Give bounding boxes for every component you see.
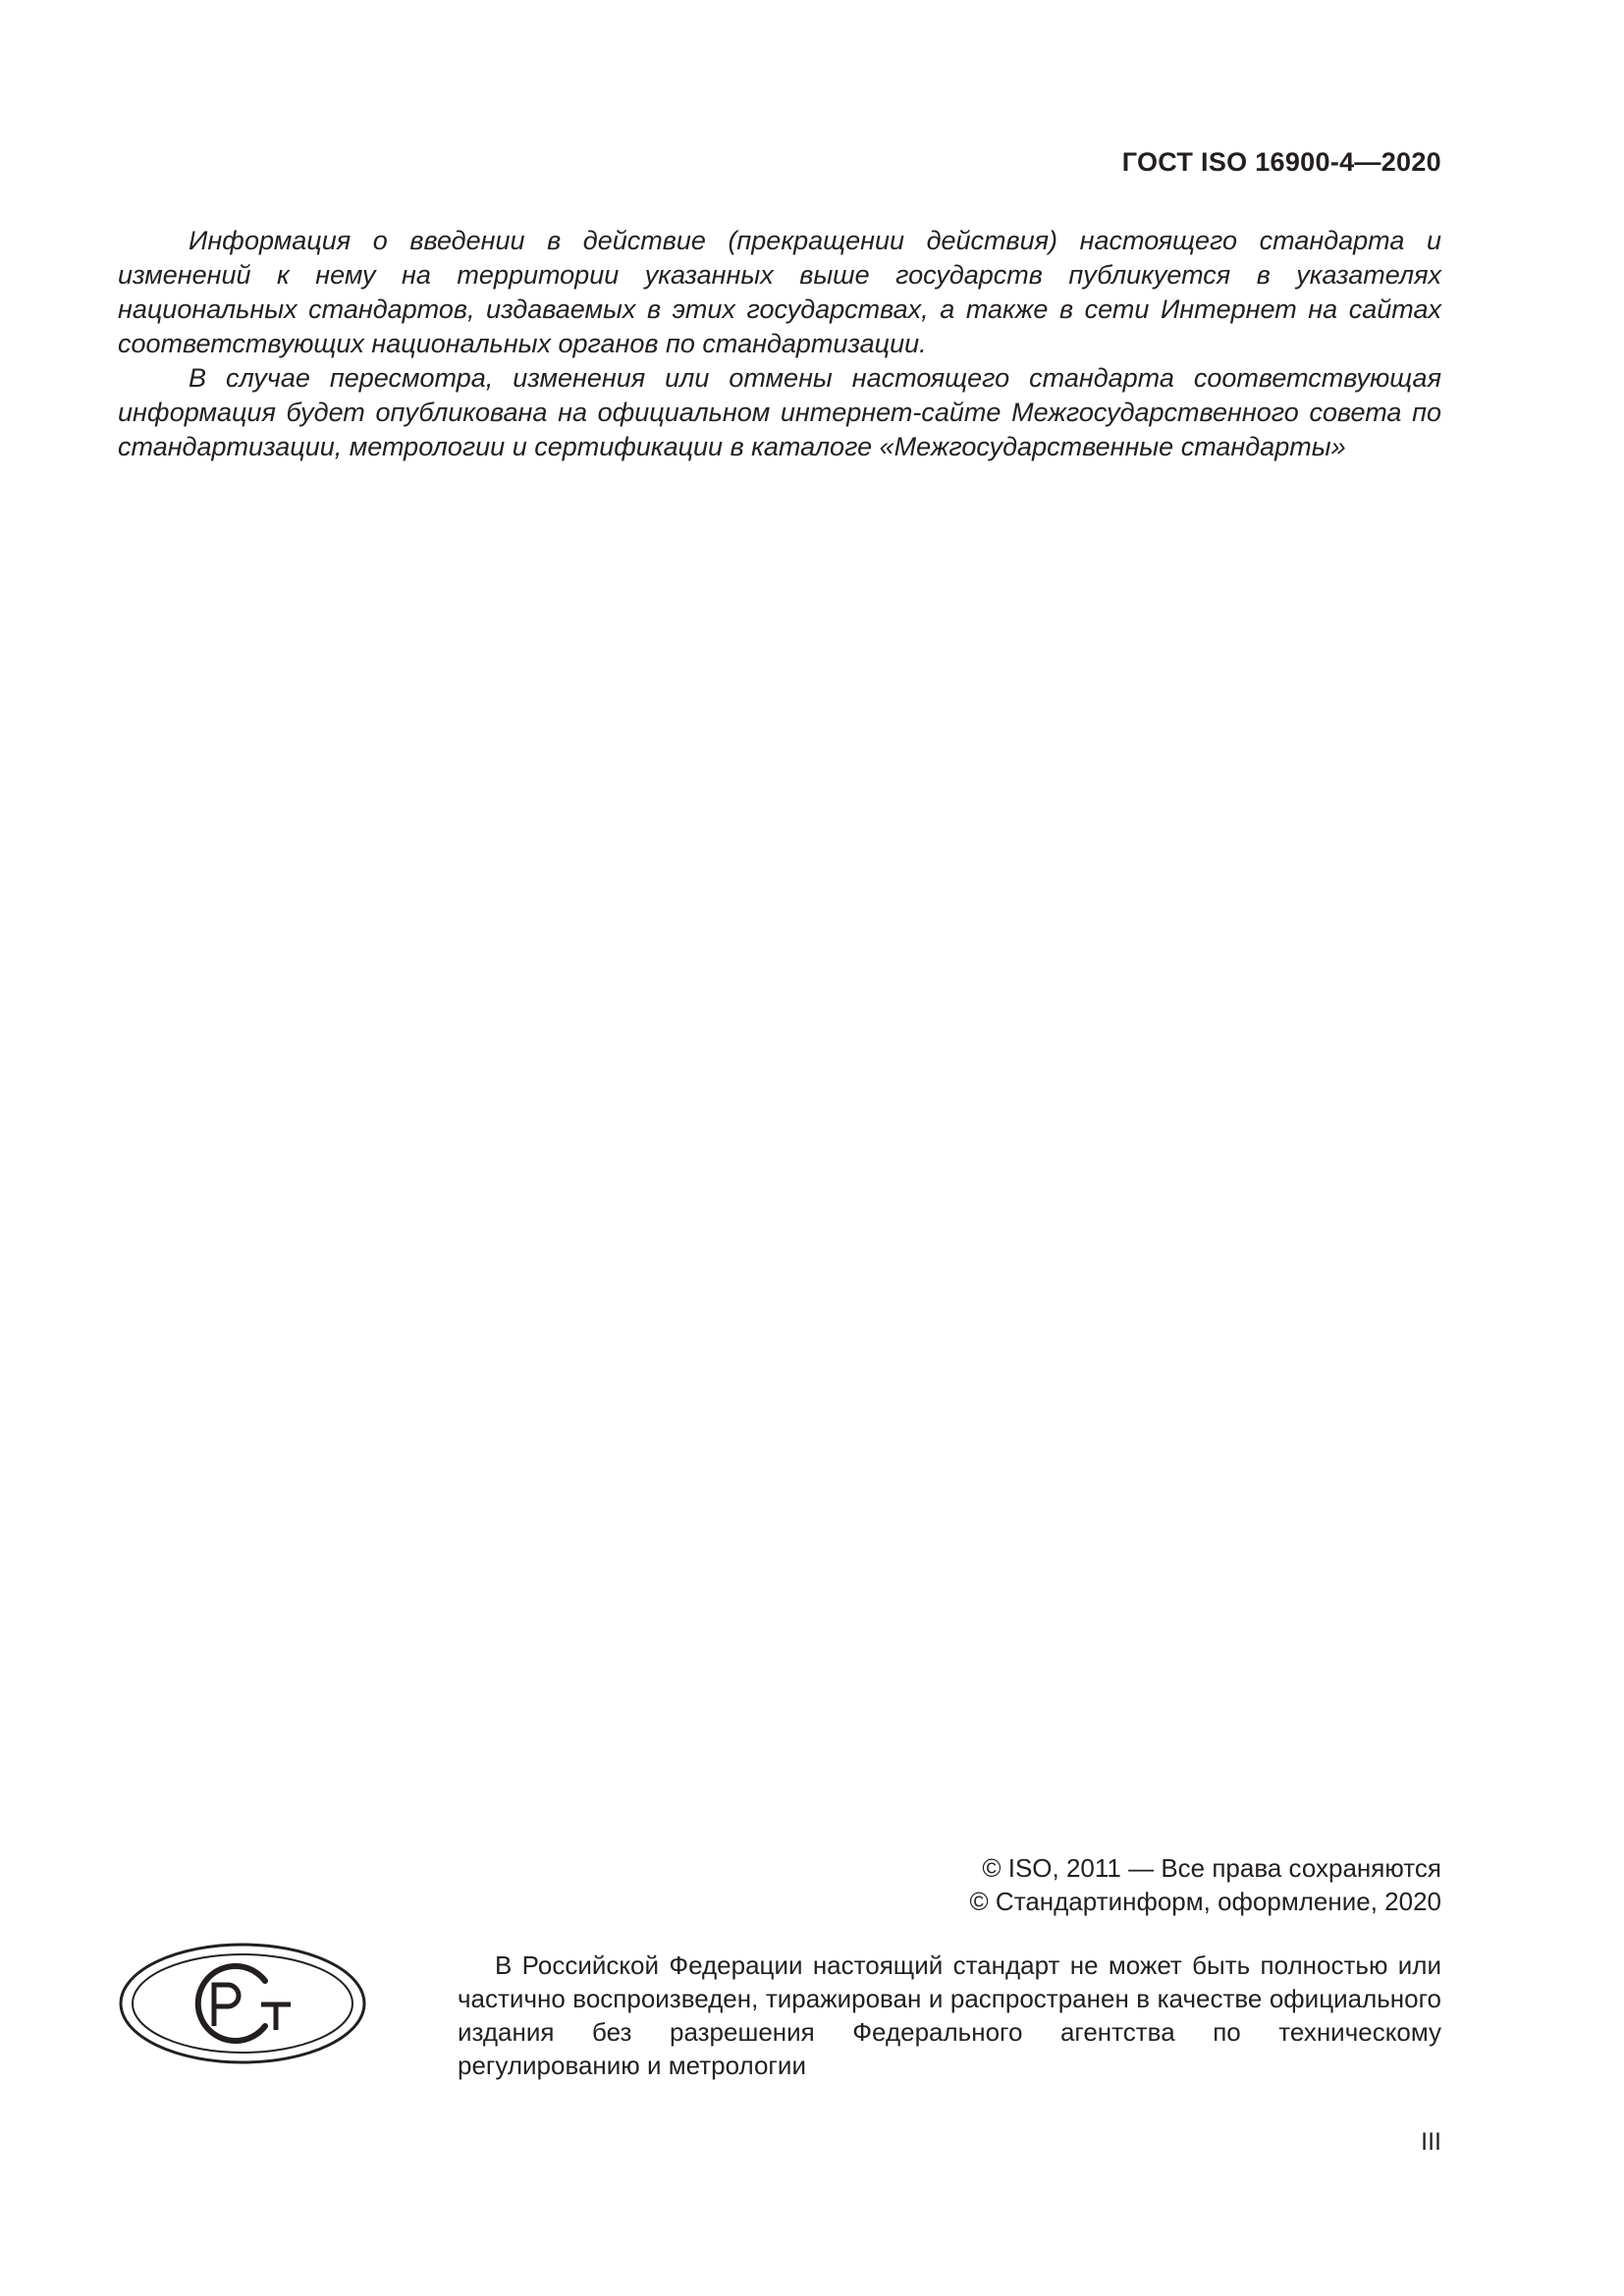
copyright-iso: © ISO, 2011 — Все права сохраняются [982,1853,1441,1883]
info-block [118,224,1441,464]
copyright-block [970,1851,1441,1918]
legal-notice: В Российской Федерации настоящий стандарт не может быть полностью или частично воспроизведен, тиражирован и распространен в качестве официального издания без разрешения Федерального агентства по техническому регулированию и метрологии [458,1950,1441,2080]
info-paragraph: Информация о введении в действие (прекращении действия) настоящего стандарта и изменений к нему на территории указанных выше государств публикуется в указателях национальных стандартов, издаваемых в этих государствах, а также в сети Интернет на сайтах соответствующих национальных органов по стандартизации. [118,226,1441,358]
copyright-standartinform: © Стандартинформ, оформление, 2020 [969,1887,1441,1916]
page-number: III [1421,2128,1441,2156]
rst-logo-icon [118,1942,367,2065]
document-code: ГОСТ ISO 16900-4—2020 [1121,147,1441,177]
info-paragraph: В случае пересмотра, изменения или отмены настоящего стандарта соответствующая информация будет опубликована на официальном интернет-сайте Межгосударственного совета по стандартизации, метрологии и сертификации в каталоге «Межгосударственные стандарты» [118,363,1441,461]
